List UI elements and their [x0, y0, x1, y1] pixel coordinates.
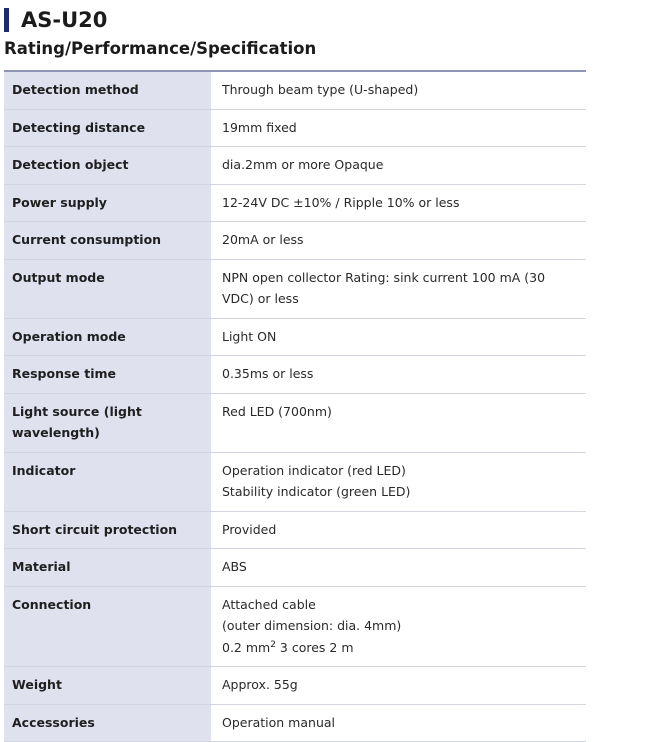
table-row — [4, 109, 586, 147]
spec-label: Accessories — [4, 704, 212, 742]
spec-label: Response time — [4, 356, 212, 394]
spec-label: Short circuit protection — [4, 511, 212, 549]
title-row — [4, 6, 107, 34]
value-line: Red LED (700nm) — [222, 403, 332, 419]
spec-value — [212, 511, 587, 549]
spec-value — [212, 184, 587, 222]
spec-label: Detection object — [4, 147, 212, 185]
spec-value — [212, 147, 587, 185]
table-row — [4, 222, 586, 260]
table-row — [4, 184, 586, 222]
table-row — [4, 393, 586, 452]
spec-label: Output mode — [4, 259, 212, 318]
value-line: Operation indicator (red LED) — [222, 462, 406, 478]
spec-value — [212, 586, 587, 667]
value-line: (outer dimension: dia. 4mm) — [222, 618, 402, 633]
value-line: 0.35ms or less — [222, 366, 314, 381]
spec-value — [212, 356, 587, 394]
value-line: Approx. 55g — [222, 677, 298, 692]
table-row — [4, 667, 586, 705]
spec-label: Detecting distance — [4, 109, 212, 147]
value-line: Attached cable — [222, 596, 316, 612]
value-line: 19mm fixed — [222, 119, 297, 135]
spec-value — [212, 452, 587, 511]
value-line: dia.2mm or more Opaque — [222, 157, 384, 172]
cable-area-line — [222, 637, 578, 659]
spec-value — [212, 667, 587, 705]
table-row — [4, 452, 586, 511]
spec-label: Connection — [4, 586, 212, 667]
spec-label: Weight — [4, 667, 212, 705]
value-line: Stability indicator (green LED) — [222, 484, 411, 499]
table-row — [4, 318, 586, 356]
spec-label: Light source (light wavelength) — [4, 393, 212, 452]
area-suffix: 3 cores 2 m — [275, 639, 354, 655]
spec-value — [212, 222, 587, 260]
table-row — [4, 71, 586, 109]
table-row — [4, 511, 586, 549]
spec-label: Detection method — [4, 71, 212, 109]
section-title: Rating/Performance/Specification — [4, 39, 317, 58]
value-line: Provided — [222, 521, 277, 537]
spec-label: Indicator — [4, 452, 212, 511]
area-superscript: 2 — [270, 639, 276, 650]
spec-label: Power supply — [4, 184, 212, 222]
spec-label: Material — [4, 549, 212, 587]
value-line: Light ON — [222, 328, 277, 344]
table-row — [4, 586, 586, 667]
value-line: 12-24V DC ±10% / Ripple 10% or less — [222, 194, 460, 210]
table-row — [4, 549, 586, 587]
value-line: NPN open collector Rating: sink current 100 mA (30 VDC) or less — [222, 269, 546, 306]
title-accent-bar — [4, 8, 9, 32]
table-row — [4, 356, 586, 394]
table-row — [4, 259, 586, 318]
page-title: AS-U20 — [21, 8, 108, 32]
spec-value — [212, 259, 587, 318]
spec-table — [4, 70, 586, 742]
value-line: 20mA or less — [222, 232, 304, 247]
area-prefix: 0.2 mm — [222, 639, 271, 655]
spec-value — [212, 393, 587, 452]
spec-label: Current consumption — [4, 222, 212, 260]
table-row — [4, 147, 586, 185]
value-line: ABS — [222, 559, 247, 574]
spec-value — [212, 71, 587, 109]
value-line: Operation manual — [222, 714, 335, 730]
spec-value — [212, 549, 587, 587]
spec-value — [212, 109, 587, 147]
spec-label: Operation mode — [4, 318, 212, 356]
spec-value — [212, 318, 587, 356]
value-line: Through beam type (U-shaped) — [222, 82, 419, 97]
